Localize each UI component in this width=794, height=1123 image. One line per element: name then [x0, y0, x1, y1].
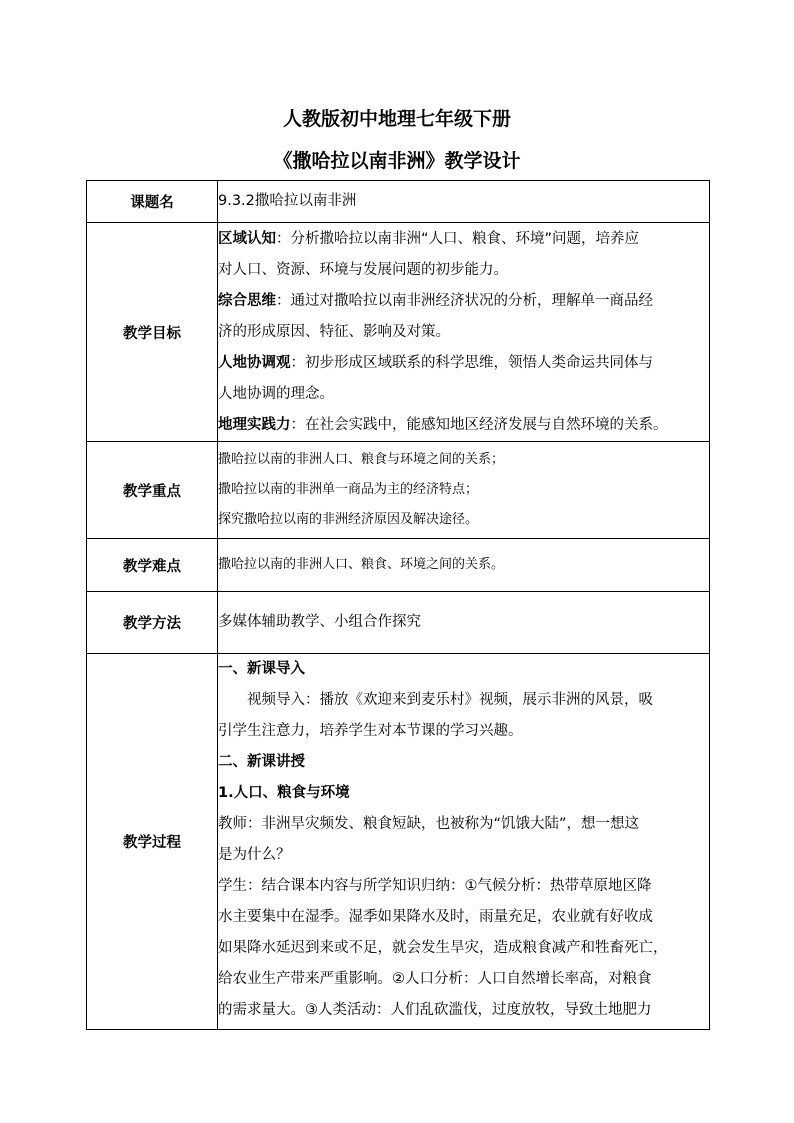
document-subtitle: 《撒哈拉以南非洲》教学设计	[273, 150, 521, 172]
table-row	[87, 654, 710, 1030]
table-row	[87, 223, 710, 442]
student-text: 水主要集中在湿季。湿季如果降水及时，雨量充足，农业就有好收成	[218, 909, 653, 925]
goal-text: 济的形成原因、特征、影响及对策。	[218, 323, 450, 340]
table-row	[87, 181, 710, 223]
goal-heading: 区域认知	[218, 230, 276, 247]
methods-label: 教学方法	[87, 592, 218, 654]
goal-text: ：分析撒哈拉以南非洲“人口、粮食、环境”问题，培养应	[276, 230, 640, 247]
difficulties-text: 撒哈拉以南的非洲人口、粮食、环境之间的关系。	[218, 557, 505, 572]
difficulties-label: 教学难点	[87, 539, 218, 592]
key-points-label: 教学重点	[87, 442, 218, 539]
teacher-text: 是为什么？	[218, 847, 291, 863]
topic-value	[218, 181, 710, 223]
goal-item	[218, 286, 709, 317]
student-text: 的需求量大。③人类活动：人们乱砍滥伐，过度放牧，导致土地肥力	[218, 1002, 652, 1018]
goal-item	[218, 348, 709, 379]
key-point-item: 探究撒哈拉以南的非洲经济原因及解决途径。	[218, 512, 479, 527]
process-content	[218, 654, 710, 1030]
methods-text: 多媒体辅助教学、小组合作探究	[218, 614, 421, 630]
key-points-content	[218, 442, 710, 539]
key-point-item: 撒哈拉以南的非洲单一商品为主的经济特点；	[218, 482, 479, 497]
goal-text: ：通过对撒哈拉以南非洲经济状况的分析，理解单一商品经	[276, 292, 653, 309]
goal-item	[218, 224, 709, 255]
student-text: 如果降水延迟到来或不足，就会发生旱灾，造成粮食减产和牲畜死亡，	[218, 940, 668, 956]
intro-text: 视频导入：播放《欢迎来到麦乐村》视频，展示非洲的风景，吸	[247, 692, 653, 708]
key-point-item: 撒哈拉以南的非洲人口、粮食与环境之间的关系；	[218, 452, 505, 467]
lesson-plan-table	[86, 180, 710, 1030]
difficulties-content	[218, 539, 710, 592]
teacher-text: 教师：非洲旱灾频发、粮食短缺，也被称为“饥饿大陆”，想一想这	[218, 816, 640, 832]
goal-text: 对人口、资源、环境与发展问题的初步能力。	[218, 261, 508, 278]
student-text: 给农业生产带来严重影响。②人口分析：人口自然增长率高，对粮食	[218, 971, 652, 987]
table-row	[87, 539, 710, 592]
section-heading: 二、新课讲授	[218, 754, 305, 770]
goal-heading: 综合思维	[218, 292, 276, 309]
topic-label: 课题名	[87, 181, 218, 223]
section-heading: 一、新课导入	[218, 661, 305, 677]
goals-content	[218, 223, 710, 442]
goal-item	[218, 410, 709, 441]
table-row	[87, 442, 710, 539]
intro-text: 引学生注意力，培养学生对本节课的学习兴趣。	[218, 723, 523, 739]
topic-text: 9.3.2撒哈拉以南非洲	[218, 193, 357, 209]
process-label: 教学过程	[87, 654, 218, 1030]
student-text: 学生：结合课本内容与所学知识归纳：①气候分析：热带草原地区降	[218, 878, 652, 894]
goals-label: 教学目标	[87, 223, 218, 442]
methods-content	[218, 592, 710, 654]
goal-heading: 人地协调观	[218, 354, 291, 371]
goal-heading: 地理实践力	[218, 416, 291, 433]
goal-text: ：初步形成区域联系的科学思维，领悟人类命运共同体与	[290, 354, 653, 371]
document-title: 人教版初中地理七年级下册	[282, 108, 511, 130]
table-row	[87, 592, 710, 654]
subsection-heading: 1.人口、粮食与环境	[218, 785, 350, 801]
goal-text: ：在社会实践中，能感知地区经济发展与自然环境的关系。	[290, 416, 668, 433]
goal-text: 人地协调的理念。	[218, 385, 334, 402]
